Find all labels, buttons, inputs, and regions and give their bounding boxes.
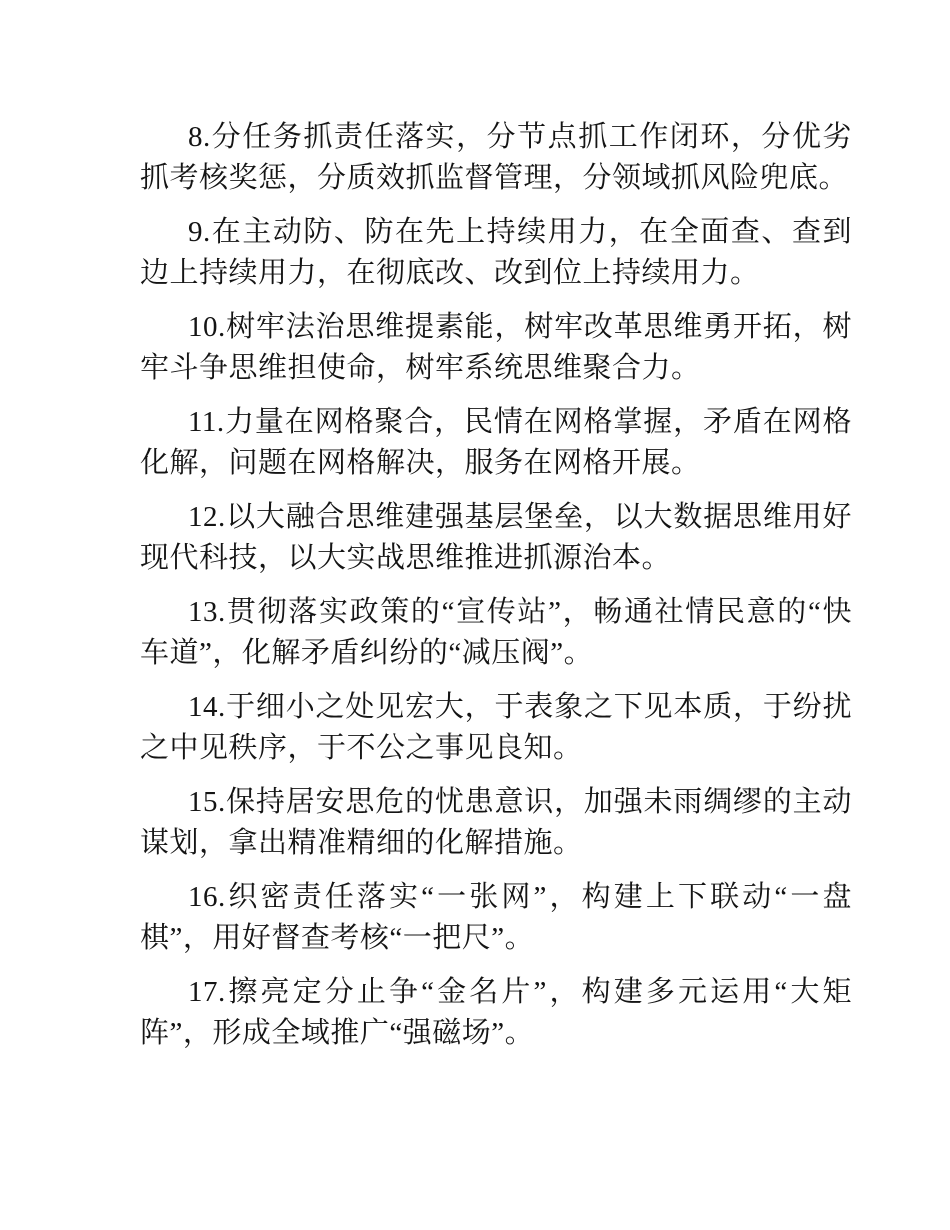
list-item-15: 15.保持居安思危的忧患意识，加强未雨绸缪的主动谋划，拿出精准精细的化解措施。 bbox=[140, 786, 852, 859]
list-item-17: 17.擦亮定分止争“金名片”，构建多元运用“大矩阵”，形成全域推广“强磁场”。 bbox=[140, 976, 852, 1049]
list-item-13: 13.贯彻落实政策的“宣传站”，畅通社情民意的“快车道”，化解矛盾纠纷的“减压阀”。 bbox=[140, 596, 852, 669]
list-item-10: 10.树牢法治思维提素能，树牢改革思维勇开拓，树牢斗争思维担使命，树牢系统思维聚合力。 bbox=[140, 311, 852, 384]
list-item-8: 8.分任务抓责任落实，分节点抓工作闭环，分优劣抓考核奖惩，分质效抓监督管理，分领域抓风险兜底。 bbox=[140, 121, 852, 194]
document-body bbox=[140, 117, 852, 1054]
list-item-16: 16.织密责任落实“一张网”，构建上下联动“一盘棋”，用好督查考核“一把尺”。 bbox=[140, 881, 852, 954]
list-item-14: 14.于细小之处见宏大，于表象之下见本质，于纷扰之中见秩序，于不公之事见良知。 bbox=[140, 691, 852, 764]
list-item-11: 11.力量在网格聚合，民情在网格掌握，矛盾在网格化解，问题在网格解决，服务在网格开展。 bbox=[140, 406, 852, 479]
list-item-12: 12.以大融合思维建强基层堡垒，以大数据思维用好现代科技，以大实战思维推进抓源治本。 bbox=[140, 501, 852, 574]
list-item-9: 9.在主动防、防在先上持续用力，在全面查、查到边上持续用力，在彻底改、改到位上持续用力。 bbox=[140, 216, 852, 289]
